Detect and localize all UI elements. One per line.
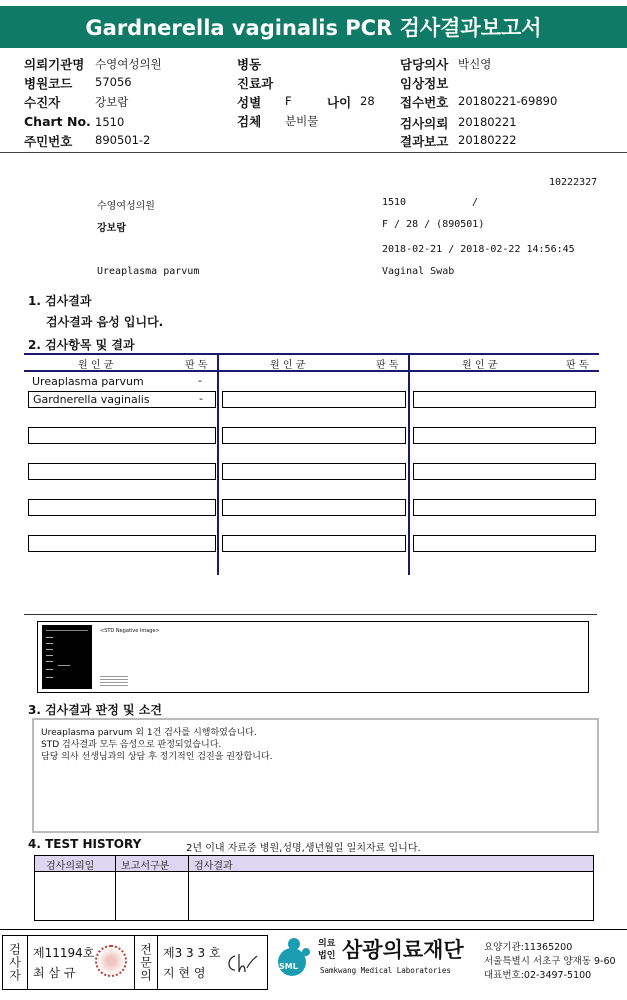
value-patient: 강보람	[95, 95, 129, 109]
col3-judge-header: 판 독	[566, 360, 589, 371]
value-specimen: 분비물	[285, 114, 319, 128]
doctor-label: 전문의	[138, 943, 153, 982]
history-col-request-date: 검사의뢰일	[46, 861, 95, 872]
logo-text: SML	[279, 962, 298, 971]
empty-cell	[28, 535, 216, 552]
value-sex: F	[285, 94, 292, 108]
opinion-line: Ureaplasma parvum 외 1건 검사를 시행하였습니다.	[41, 728, 257, 738]
gel-image	[42, 625, 92, 689]
opinion-line: 담당 의사 선생님과의 상담 후 정기적인 검진을 권장합니다.	[41, 752, 273, 762]
info-slash: /	[472, 197, 479, 208]
section3-title: 3. 검사결과 판정 및 소견	[28, 703, 162, 717]
org-name-en: Samkwang Medical Laboratories	[320, 966, 451, 975]
label-result-report: 결과보고	[400, 134, 449, 149]
signature-box	[2, 935, 268, 990]
gel-caption: <STD Negative Image>	[100, 628, 160, 634]
section-divider	[24, 614, 597, 615]
empty-cell	[222, 499, 406, 516]
info-organism: Ureaplasma parvum	[97, 266, 200, 277]
empty-cell	[28, 499, 216, 516]
empty-cell	[222, 535, 406, 552]
opinion-line: STD 검사결과 모두 음성으로 판정되었습니다.	[41, 740, 222, 750]
info-dates: 2018-02-21 / 2018-02-22 14:56:45	[382, 244, 575, 255]
value-test-request: 20180221	[458, 115, 517, 129]
info-chart: 1510	[382, 197, 407, 208]
examiner-label: 검사자	[7, 943, 22, 982]
section4-title: 4. TEST HISTORY	[28, 837, 142, 851]
institution-code: 요양기관:11365200	[484, 942, 573, 953]
empty-cell	[222, 463, 406, 480]
info-hospital: 수영여성의원	[97, 201, 155, 212]
item-name: Gardnerella vaginalis	[33, 393, 150, 406]
report-code: 10222327	[549, 177, 598, 188]
examiner-name: 최 삼 규	[33, 966, 76, 980]
col3-header: 원 인 균	[462, 360, 498, 371]
examiner-license-no: 제11194호	[33, 946, 95, 960]
opinion-box	[32, 718, 599, 833]
history-col-result: 검사결과	[194, 861, 233, 872]
label-hospital-code: 병원코드	[24, 76, 73, 91]
value-chart-no: 1510	[95, 115, 125, 129]
section4-note: 2년 이내 자료중 병원,성명,생년월일 일치자료 입니다.	[186, 843, 421, 854]
phone-number: 대표번호:02-3497-5100	[484, 970, 592, 981]
report-title: Gardnerella vaginalis PCR 검사결과보고서	[0, 6, 627, 48]
value-receipt-no: 20180221-69890	[458, 94, 558, 108]
col2-header: 원 인 균	[270, 360, 306, 371]
gel-image-frame	[37, 621, 589, 693]
history-col-report-type: 보고서구분	[121, 861, 170, 872]
corp-prefix: 의료법인	[318, 939, 336, 961]
doctor-signature	[225, 950, 259, 978]
section1-text: 검사결과 음성 입니다.	[46, 315, 164, 329]
examiner-seal	[95, 945, 127, 977]
label-ward: 병동	[237, 57, 262, 72]
empty-cell	[28, 463, 216, 480]
org-name: 삼광의료재단	[342, 938, 464, 962]
section2-title: 2. 검사항목 및 결과	[28, 338, 135, 352]
doctor-name: 지 현 영	[163, 966, 206, 980]
item-result: -	[198, 374, 202, 387]
empty-cell	[28, 427, 216, 444]
gel-legend	[100, 674, 128, 686]
label-requesting-institution: 의뢰기관명	[24, 57, 85, 72]
col1-header: 원 인 균	[78, 360, 114, 371]
label-chart-no: Chart No.	[24, 114, 91, 129]
label-age: 나이	[327, 95, 352, 110]
sml-logo	[272, 936, 312, 984]
value-resident-no: 890501-2	[95, 133, 151, 147]
empty-cell	[413, 391, 596, 408]
label-receipt-no: 접수번호	[400, 95, 449, 110]
info-name: 강보람	[97, 223, 126, 234]
empty-cell	[413, 463, 596, 480]
empty-cell	[222, 427, 406, 444]
doctor-license-no: 제3 3 3 호	[163, 946, 221, 960]
col2-judge-header: 판 독	[376, 360, 399, 371]
info-specimen: Vaginal Swab	[382, 266, 455, 277]
value-doctor: 박신영	[458, 57, 492, 71]
empty-cell	[413, 499, 596, 516]
section1-title: 1. 검사결과	[28, 294, 92, 308]
empty-cell	[413, 427, 596, 444]
label-sex: 성별	[237, 95, 262, 110]
table-row	[28, 374, 216, 390]
address: 서울특별시 서초구 양재동 9-60	[484, 956, 616, 967]
item-result: -	[199, 392, 203, 405]
value-age: 28	[360, 94, 375, 108]
value-requesting-institution: 수영여성의원	[95, 57, 162, 71]
info-sex-age: F / 28 / (890501)	[382, 219, 485, 230]
value-hospital-code: 57056	[95, 75, 132, 89]
empty-cell	[413, 535, 596, 552]
header-divider	[0, 152, 627, 153]
label-specimen: 검체	[237, 114, 262, 129]
label-clinical-info: 임상정보	[400, 76, 449, 91]
label-department: 진료과	[237, 76, 274, 91]
label-doctor: 담당의사	[400, 57, 449, 72]
empty-cell	[222, 391, 406, 408]
item-name: Ureaplasma parvum	[32, 375, 144, 388]
label-resident-no: 주민번호	[24, 134, 73, 149]
label-patient: 수진자	[24, 95, 61, 110]
value-result-report: 20180222	[458, 133, 517, 147]
table-row	[28, 391, 216, 408]
footer-divider	[0, 929, 627, 930]
label-test-request: 검사의뢰	[400, 116, 449, 131]
col1-judge-header: 판 독	[185, 360, 208, 371]
